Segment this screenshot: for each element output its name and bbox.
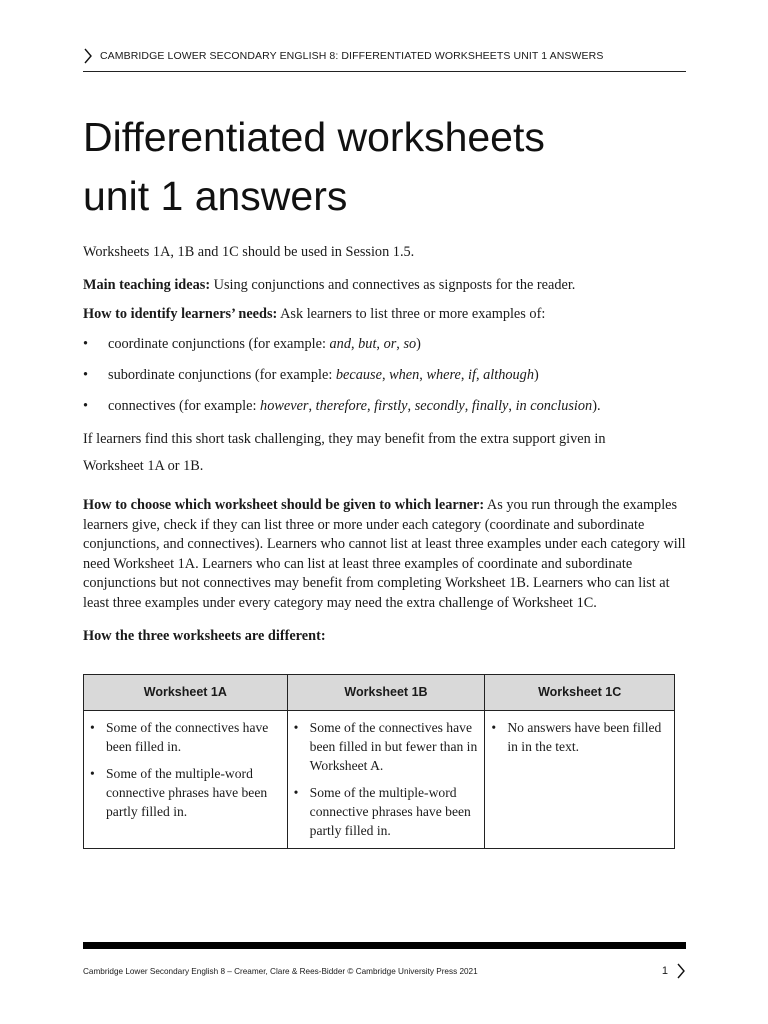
title-line-2: unit 1 answers [83, 173, 348, 219]
example-word: therefore [315, 398, 367, 414]
challenge-line-2: Worksheet 1A or 1B. [83, 458, 204, 474]
example-word: firstly [374, 398, 408, 414]
table-cell [287, 711, 485, 849]
example-word: and [329, 336, 351, 352]
choose-paragraph [83, 496, 688, 613]
needs-paragraph [83, 305, 688, 324]
example-word: secondly [414, 398, 465, 414]
example-word: if [468, 367, 476, 383]
column-header: Worksheet 1A [84, 675, 288, 711]
comparison-table-wrap [83, 674, 675, 849]
list-item-text: ) [416, 336, 421, 352]
table-caption: How the three worksheets are different: [83, 628, 326, 644]
example-word: although [483, 367, 534, 383]
challenge-paragraph [83, 426, 688, 480]
cell-bullet: • Some of the multiple-word connective phrases have been partly filled in. [90, 764, 281, 821]
main-ideas-label: Main teaching ideas: [83, 277, 211, 293]
table-row [84, 711, 675, 849]
list-item-text: ) [533, 367, 539, 383]
example-word: finally [471, 398, 509, 414]
challenge-line-1: If learners find this short task challenging, they may benefit from the extra support given in [83, 431, 606, 447]
body-text [83, 243, 688, 646]
title-line-1: Differentiated worksheets [83, 114, 545, 160]
cell-bullet: • Some of the connectives have been filled in. [90, 718, 281, 756]
example-word: in conclusion [515, 398, 593, 414]
example-word: because [335, 367, 382, 383]
choose-label: How to choose which worksheet should be given to which learner: [83, 497, 485, 513]
needs-text: Ask learners to list three or more examples of: [277, 306, 546, 322]
intro-paragraph: Worksheets 1A, 1B and 1C should be used in Session 1.5. [83, 244, 415, 260]
column-header: Worksheet 1C [485, 675, 675, 711]
page-number: 1 [661, 965, 668, 977]
comparison-table [83, 674, 675, 849]
needs-label: How to identify learners’ needs: [83, 306, 278, 322]
chevron-right-icon [83, 48, 93, 64]
table-cell [84, 711, 288, 849]
list-item-text: connectives (for example: [108, 398, 261, 414]
main-ideas-text: Using conjunctions and connectives as signposts for the reader. [210, 277, 576, 293]
list-item-text: coordinate conjunctions (for example: [108, 336, 330, 352]
example-word: or [383, 336, 397, 352]
list-item: • connectives (for example: however, therefore, firstly, secondly, finally, in conclusion). [83, 397, 688, 416]
cell-bullet: • Some of the multiple-word connective phrases have been partly filled in. [294, 783, 479, 840]
example-word: so [403, 336, 417, 352]
footer-credit: Cambridge Lower Secondary English 8 – Creamer, Clare & Rees-Bidder © Cambridge University Press 2021 [83, 966, 478, 976]
table-cell [485, 711, 675, 849]
list-item-text: subordinate conjunctions (for example: [108, 367, 336, 383]
example-word: when [389, 367, 420, 383]
list-item: • coordinate conjunctions (for example: and, but, or, so) [83, 335, 688, 354]
example-word: but [358, 336, 377, 352]
chevron-right-icon [676, 963, 686, 979]
cell-bullet: • No answers have been filled in in the text. [491, 718, 668, 756]
running-header [83, 46, 686, 72]
examples-list [83, 335, 688, 416]
page-title [83, 108, 683, 226]
choose-text: As you run through the examples learners give, check if they can list three or more under each category (coordinate and subordinate conjunctions, and connectives). Learners who cannot list at least three examples under each category will need Worksheet 1A. Learners who can list at least three examples of coordinate and subordinate conjunctions but not connectives may benefit from completing Worksheet 1B. Learners who can list at least three examples under every category may need the extra challenge of Worksheet 1C. [83, 497, 686, 611]
cell-bullet: • Some of the connectives have been filled in but fewer than in Worksheet A. [294, 718, 479, 775]
example-word: where [426, 367, 461, 383]
running-title: CAMBRIDGE LOWER SECONDARY ENGLISH 8: DIFFERENTIATED WORKSHEETS UNIT 1 ANSWERS [100, 49, 604, 62]
footer-rule [83, 942, 686, 949]
column-header: Worksheet 1B [287, 675, 485, 711]
example-word: however [260, 398, 309, 414]
main-ideas-paragraph [83, 276, 688, 295]
list-item-text: ). [592, 398, 601, 414]
page-number-group [662, 963, 686, 979]
page-footer [83, 963, 686, 979]
list-item: • subordinate conjunctions (for example: because, when, where, if, although) [83, 366, 688, 385]
table-header-row [84, 675, 675, 711]
